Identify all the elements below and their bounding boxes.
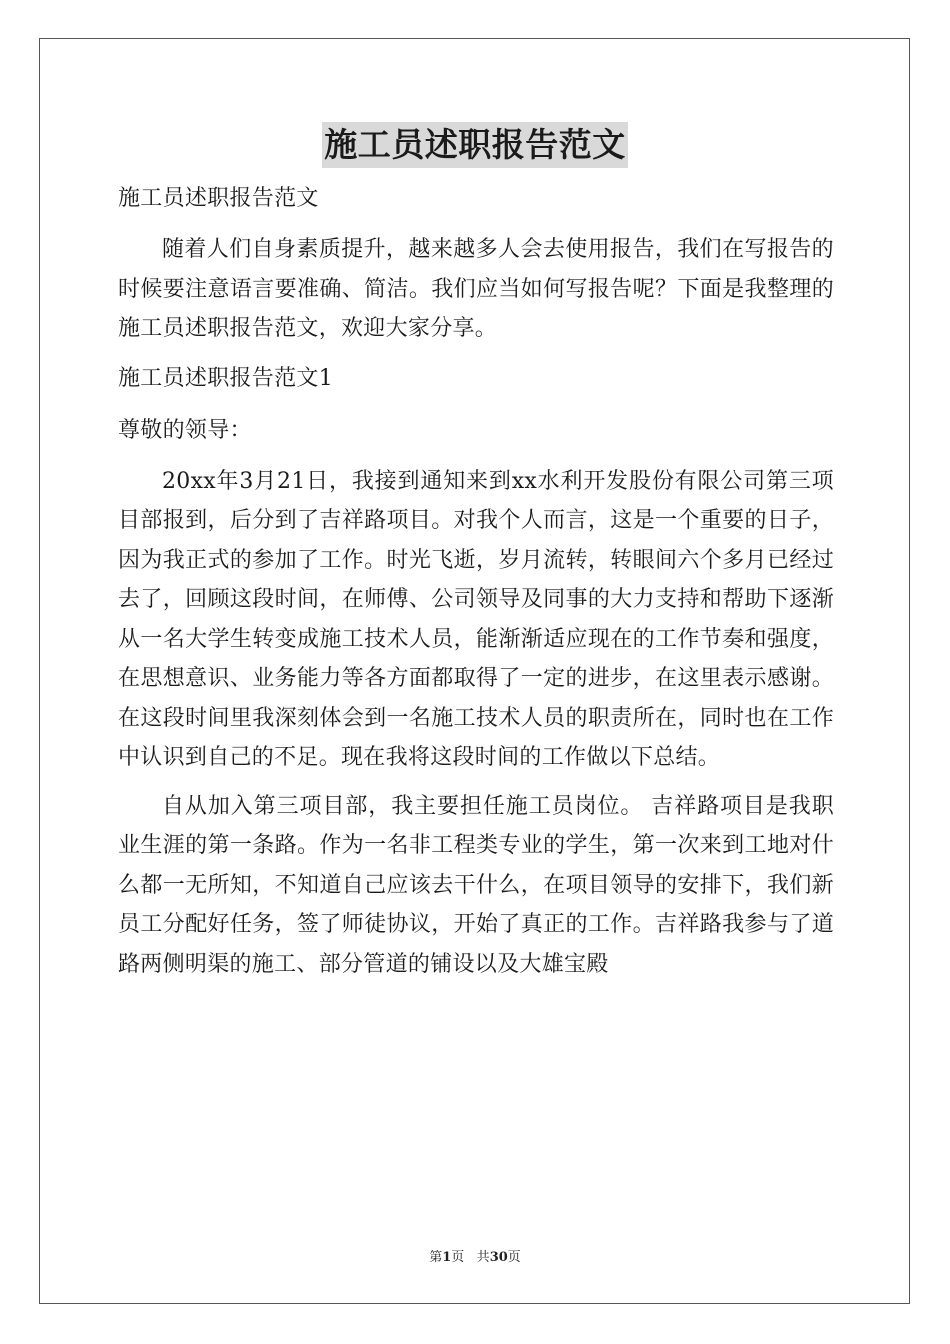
body-paragraph-1: 20xx年3月21日，我接到通知来到xx水利开发股份有限公司第三项目部报到，后分到了吉祥路项目。对我个人而言，这是一个重要的日子，因为我正式的参加了工作。时光飞逝，岁月流转，转眼间六个多月已经过去了，回顾这段时间，在师傅、公司领导及同事的大力支持和帮助下逐渐从一名大学生转变成施工技术人员，能渐渐适应现在的工作节奏和强度，在思想意识、业务能力等各方面都取得了一定的进步，在这里表示感谢。在这段时间里我深刻体会到一名施工技术人员的职责所在，同时也在工作中认识到自己的不足。现在我将这段时间的工作做以下总结。 <box>118 468 834 770</box>
document-title: 施工员述职报告范文 <box>322 122 628 168</box>
body-paragraph-2: 自从加入第三项目部，我主要担任施工员岗位。 吉祥路项目是我职业生涯的第一条路。作为一名非工程类专业的学生，第一次来到工地对什么都一无所知，不知道自己应该去干什么，在项目领导的安排下，我们新员工分配好任务，签了师徒协议，开始了真正的工作。吉祥路我参与了道路两侧明渠的施工、部分管道的铺设以及大雄宝殿 <box>118 793 834 977</box>
page-prefix: 第 <box>429 1250 443 1265</box>
document-body <box>118 178 834 993</box>
title-container <box>0 122 950 168</box>
salutation: 尊敬的领导： <box>118 417 252 443</box>
page-number: 1 <box>442 1250 452 1265</box>
page-suffix: 页 <box>451 1250 465 1265</box>
page-footer <box>0 1246 950 1265</box>
section-title: 施工员述职报告范文1 <box>118 365 333 391</box>
total-pages: 30 <box>489 1250 508 1265</box>
total-prefix: 共 <box>476 1250 490 1265</box>
total-suffix: 页 <box>507 1250 521 1265</box>
document-subtitle: 施工员述职报告范文 <box>118 186 319 211</box>
intro-paragraph: 随着人们自身素质提升，越来越多人会去使用报告，我们在写报告的时候要注意语言要准确、简洁。我们应当如何写报告呢？下面是我整理的施工员述职报告范文，欢迎大家分享。 <box>118 237 834 341</box>
